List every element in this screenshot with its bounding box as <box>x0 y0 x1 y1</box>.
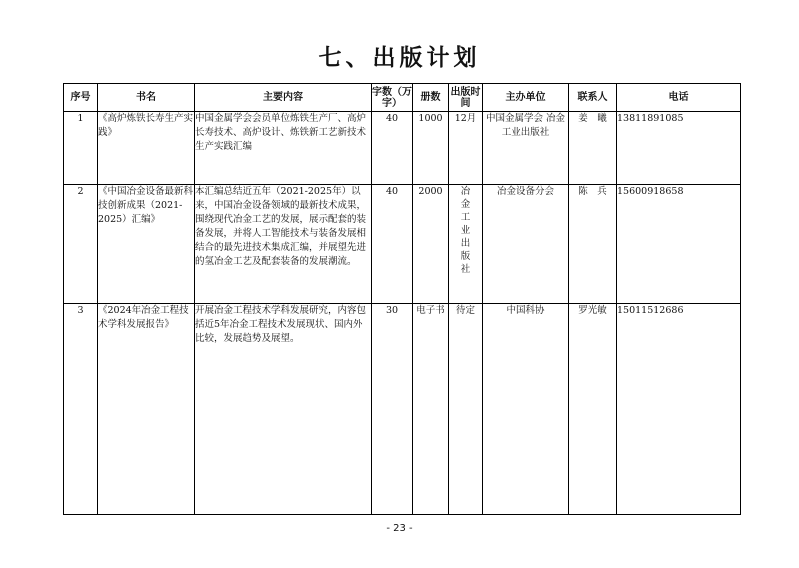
cell-content: 本汇编总结近五年（2021-2025年）以来，中国冶金设备领域的最新技术成果，围绕现代冶金工艺的发展，展示配套的装备发展，并将人工智能技术与装备发展相结合的最先进技术集成汇编，并展望先进的氢冶金工艺及配套装备的发展潮流。 <box>195 185 372 304</box>
cell-volumes: 电子书 <box>413 304 449 515</box>
page-number: - 23 - <box>386 523 413 534</box>
header-seq: 序号 <box>64 84 98 112</box>
header-organizer: 主办单位 <box>483 84 569 112</box>
cell-organizer: 冶金设备分会 <box>483 185 569 304</box>
cell-contact: 姜 曦 <box>569 112 617 185</box>
table-row <box>64 112 741 185</box>
header-words: 字数（万字） <box>372 84 413 112</box>
cell-content: 中国金属学会会员单位炼铁生产厂、高炉长寿技术、高炉设计、炼铁新工艺新技术生产实践汇编 <box>195 112 372 185</box>
cell-pub-time <box>449 185 483 304</box>
cell-phone: 15600918658 <box>617 185 741 304</box>
table-header-row <box>64 84 741 112</box>
header-pub-time: 出版时间 <box>449 84 483 112</box>
header-content: 主要内容 <box>195 84 372 112</box>
cell-phone: 15011512686 <box>617 304 741 515</box>
cell-words: 40 <box>372 185 413 304</box>
table-row <box>64 304 741 515</box>
header-volumes: 册数 <box>413 84 449 112</box>
cell-contact: 罗光敏 <box>569 304 617 515</box>
cell-contact: 陈 兵 <box>569 185 617 304</box>
header-phone: 电话 <box>617 84 741 112</box>
cell-pub-time: 12月 <box>449 112 483 185</box>
cell-phone: 13811891085 <box>617 112 741 185</box>
cell-words: 40 <box>372 112 413 185</box>
cell-volumes: 1000 <box>413 112 449 185</box>
publication-plan-table <box>63 83 741 515</box>
cell-pub-time: 待定 <box>449 304 483 515</box>
cell-book: 《高炉炼铁长寿生产实践》 <box>98 112 195 185</box>
cell-organizer: 中国金属学会 冶金工业出版社 <box>483 112 569 185</box>
header-book: 书名 <box>98 84 195 112</box>
table-row <box>64 185 741 304</box>
cell-seq: 1 <box>64 112 98 185</box>
cell-content: 开展冶金工程技术学科发展研究，内容包括近5年冶金工程技术发展现状、国内外比较，发展趋势及展望。 <box>195 304 372 515</box>
page-title: 七、出版计划 <box>318 45 481 71</box>
pub-time-text: 冶金工业出版社 <box>460 186 471 275</box>
header-contact: 联系人 <box>569 84 617 112</box>
cell-volumes: 2000 <box>413 185 449 304</box>
cell-seq: 3 <box>64 304 98 515</box>
cell-book: 《中国冶金设备最新科技创新成果（2021-2025）汇编》 <box>98 185 195 304</box>
cell-book: 《2024年冶金工程技术学科发展报告》 <box>98 304 195 515</box>
cell-seq: 2 <box>64 185 98 304</box>
cell-words: 30 <box>372 304 413 515</box>
cell-organizer: 中国科协 <box>483 304 569 515</box>
